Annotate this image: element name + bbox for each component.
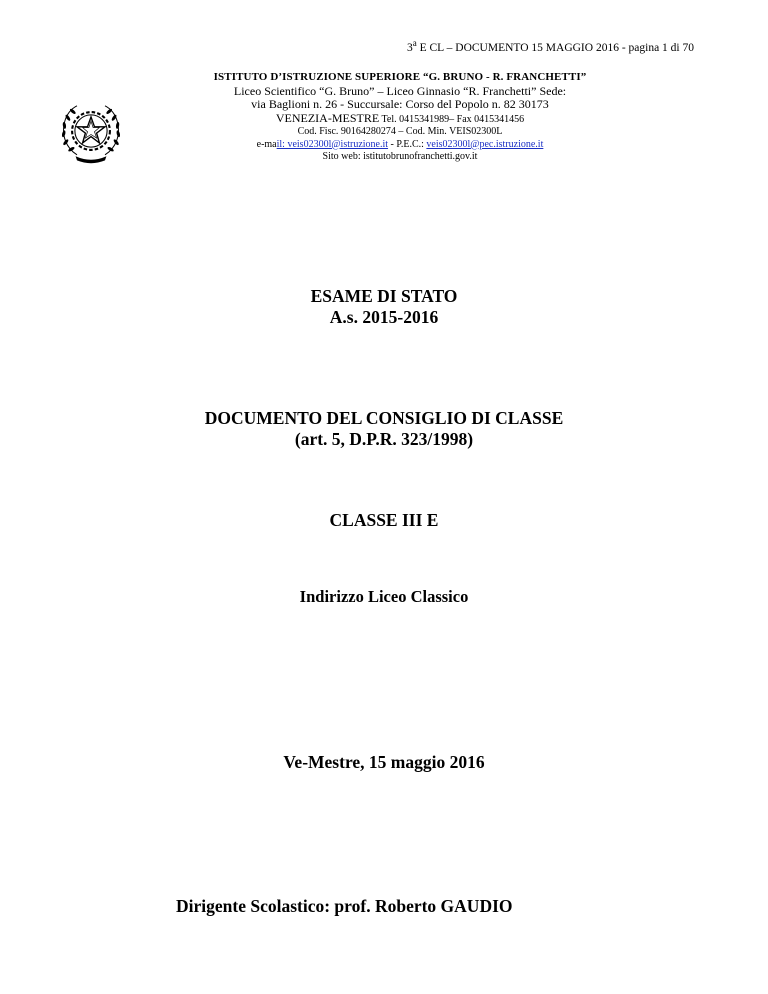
phone-fax: Tel. 0415341989– Fax 0415341456 [379, 113, 525, 125]
pec-link[interactable]: veis02300l@pec.istruzione.it [426, 138, 544, 150]
italian-republic-emblem-icon [56, 96, 126, 166]
codes-line: Cod. Fisc. 90164280274 – Cod. Min. VEIS02300L [297, 126, 503, 137]
city-name: VENEZIA-MESTRE [275, 110, 380, 125]
city-line [140, 112, 660, 127]
curriculum-title: Indirizzo Liceo Classico [299, 587, 469, 606]
legal-reference: (art. 5, D.P.R. 323/1998) [294, 429, 474, 449]
school-year: A.s. 2015-2016 [329, 307, 439, 327]
website-line: Sito web: istitutobrunofranchetti.gov.it [322, 151, 478, 162]
schools-line: Liceo Scientifico “G. Bruno” – Liceo Ginnasio “R. Franchetti” Sede: [233, 83, 567, 98]
email-link[interactable]: il: veis02300l@istruzione.it [276, 138, 389, 150]
contact-line [140, 139, 660, 152]
exam-title: ESAME DI STATO [310, 286, 458, 306]
place-date: Ve-Mestre, 15 maggio 2016 [283, 752, 485, 772]
class-ordinal: a [412, 38, 417, 48]
document-title-block [0, 408, 768, 450]
running-header [0, 38, 694, 54]
header-text: E CL – DOCUMENTO 15 MAGGIO 2016 - pagina 1 di 70 [416, 41, 694, 54]
institute-name: ISTITUTO D’ISTRUZIONE SUPERIORE “G. BRUNO - R. FRANCHETTI” [213, 71, 587, 83]
document-title: DOCUMENTO DEL CONSIGLIO DI CLASSE [204, 408, 564, 428]
principal-signature-line: Dirigente Scolastico: prof. Roberto GAUDIO [176, 896, 513, 916]
pec-prefix: - P.E.C.: [388, 138, 427, 150]
letterhead [140, 71, 660, 164]
class-number: 3 [406, 41, 413, 54]
email-prefix: e-ma [256, 138, 277, 150]
exam-title-block [0, 286, 768, 328]
class-title: CLASSE III E [329, 510, 439, 530]
address-line: via Baglioni n. 26 - Succursale: Corso del Popolo n. 82 30173 [251, 97, 549, 111]
